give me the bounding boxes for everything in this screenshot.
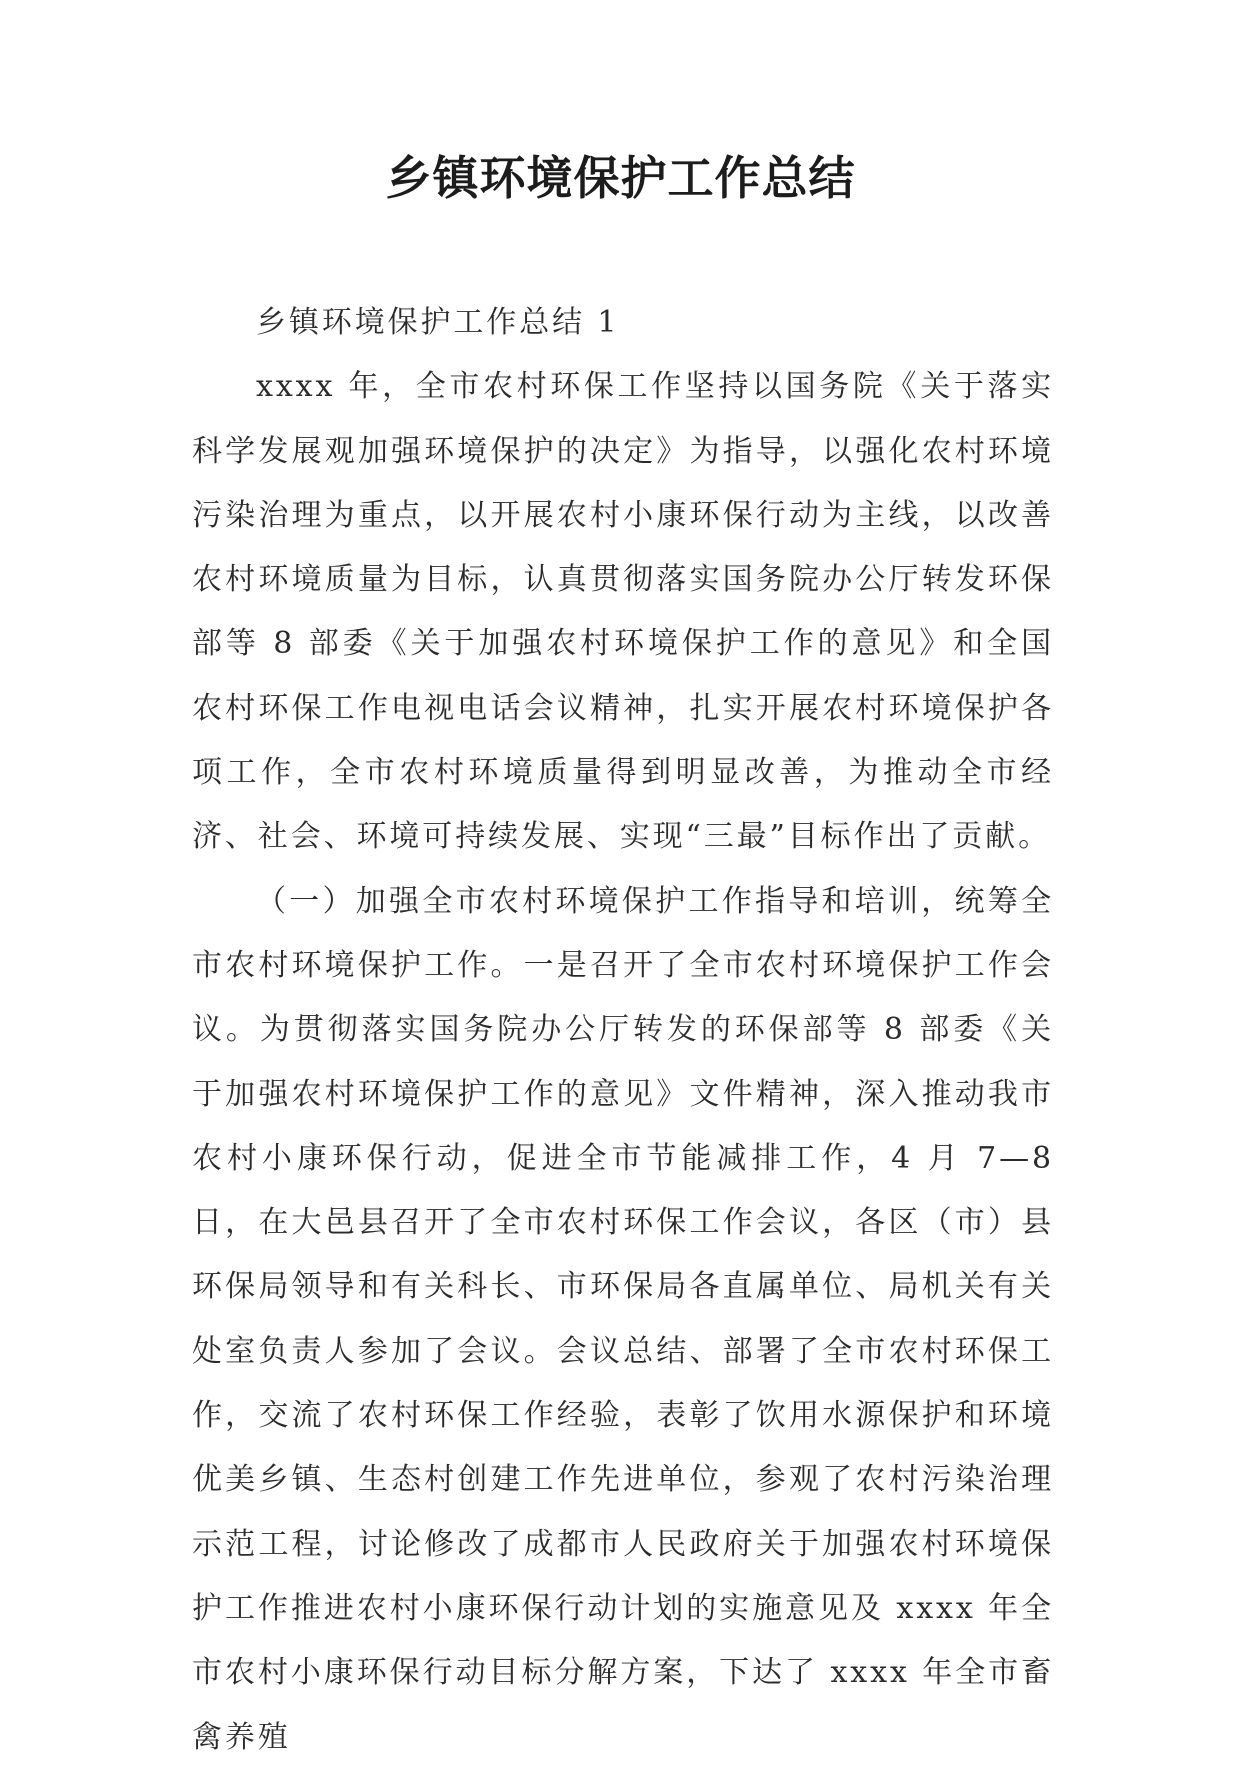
document-body <box>192 291 1054 1770</box>
paragraph-intro: xxxx 年，全市农村环保工作坚持以国务院《关于落实科学发展观加强环境保护的决定》为指导，以强化农村环境污染治理为重点，以开展农村小康环保行动为主线，以改善农村环境质量为目标，认真贯彻落实国务院办公厅转发环保部等 8 部委《关于加强农村环境保护工作的意见》和全国农村环保工作电视电话会议精神，扎实开展农村环境保护各项工作，全市农村环境质量得到明显改善，为推动全市经济、社会、环境可持续发展、实现“三最”目标作出了贡献。 <box>192 369 1054 855</box>
paragraph-section-1: （一）加强全市农村环境保护工作指导和培训，统筹全市农村环境保护工作。一是召开了全市农村环境保护工作会议。为贯彻落实国务院办公厅转发的环保部等 8 部委《关于加强农村环境保护工作的意见》文件精神，深入推动我市农村小康环保行动，促进全市节能减排工作，4 月 7—8 日，在大邑县召开了全市农村环保工作会议，各区（市）县环保局领导和有关科长、市环保局各直属单位、局机关有关处室负责人参加了会议。会议总结、部署了全市农村环保工作，交流了农村环保工作经验，表彰了饮用水源保护和环境优美乡镇、生态村创建工作先进单位，参观了农村污染治理示范工程，讨论修改了成都市人民政府关于加强农村环境保护工作推进农村小康环保行动计划的实施意见及 xxxx 年全市农村小康环保行动目标分解方案，下达了 xxxx 年全市畜禽养殖 <box>192 883 1054 1755</box>
section-heading: 乡镇环境保护工作总结 1 <box>256 305 620 340</box>
document-title: 乡镇环境保护工作总结 <box>385 151 856 205</box>
